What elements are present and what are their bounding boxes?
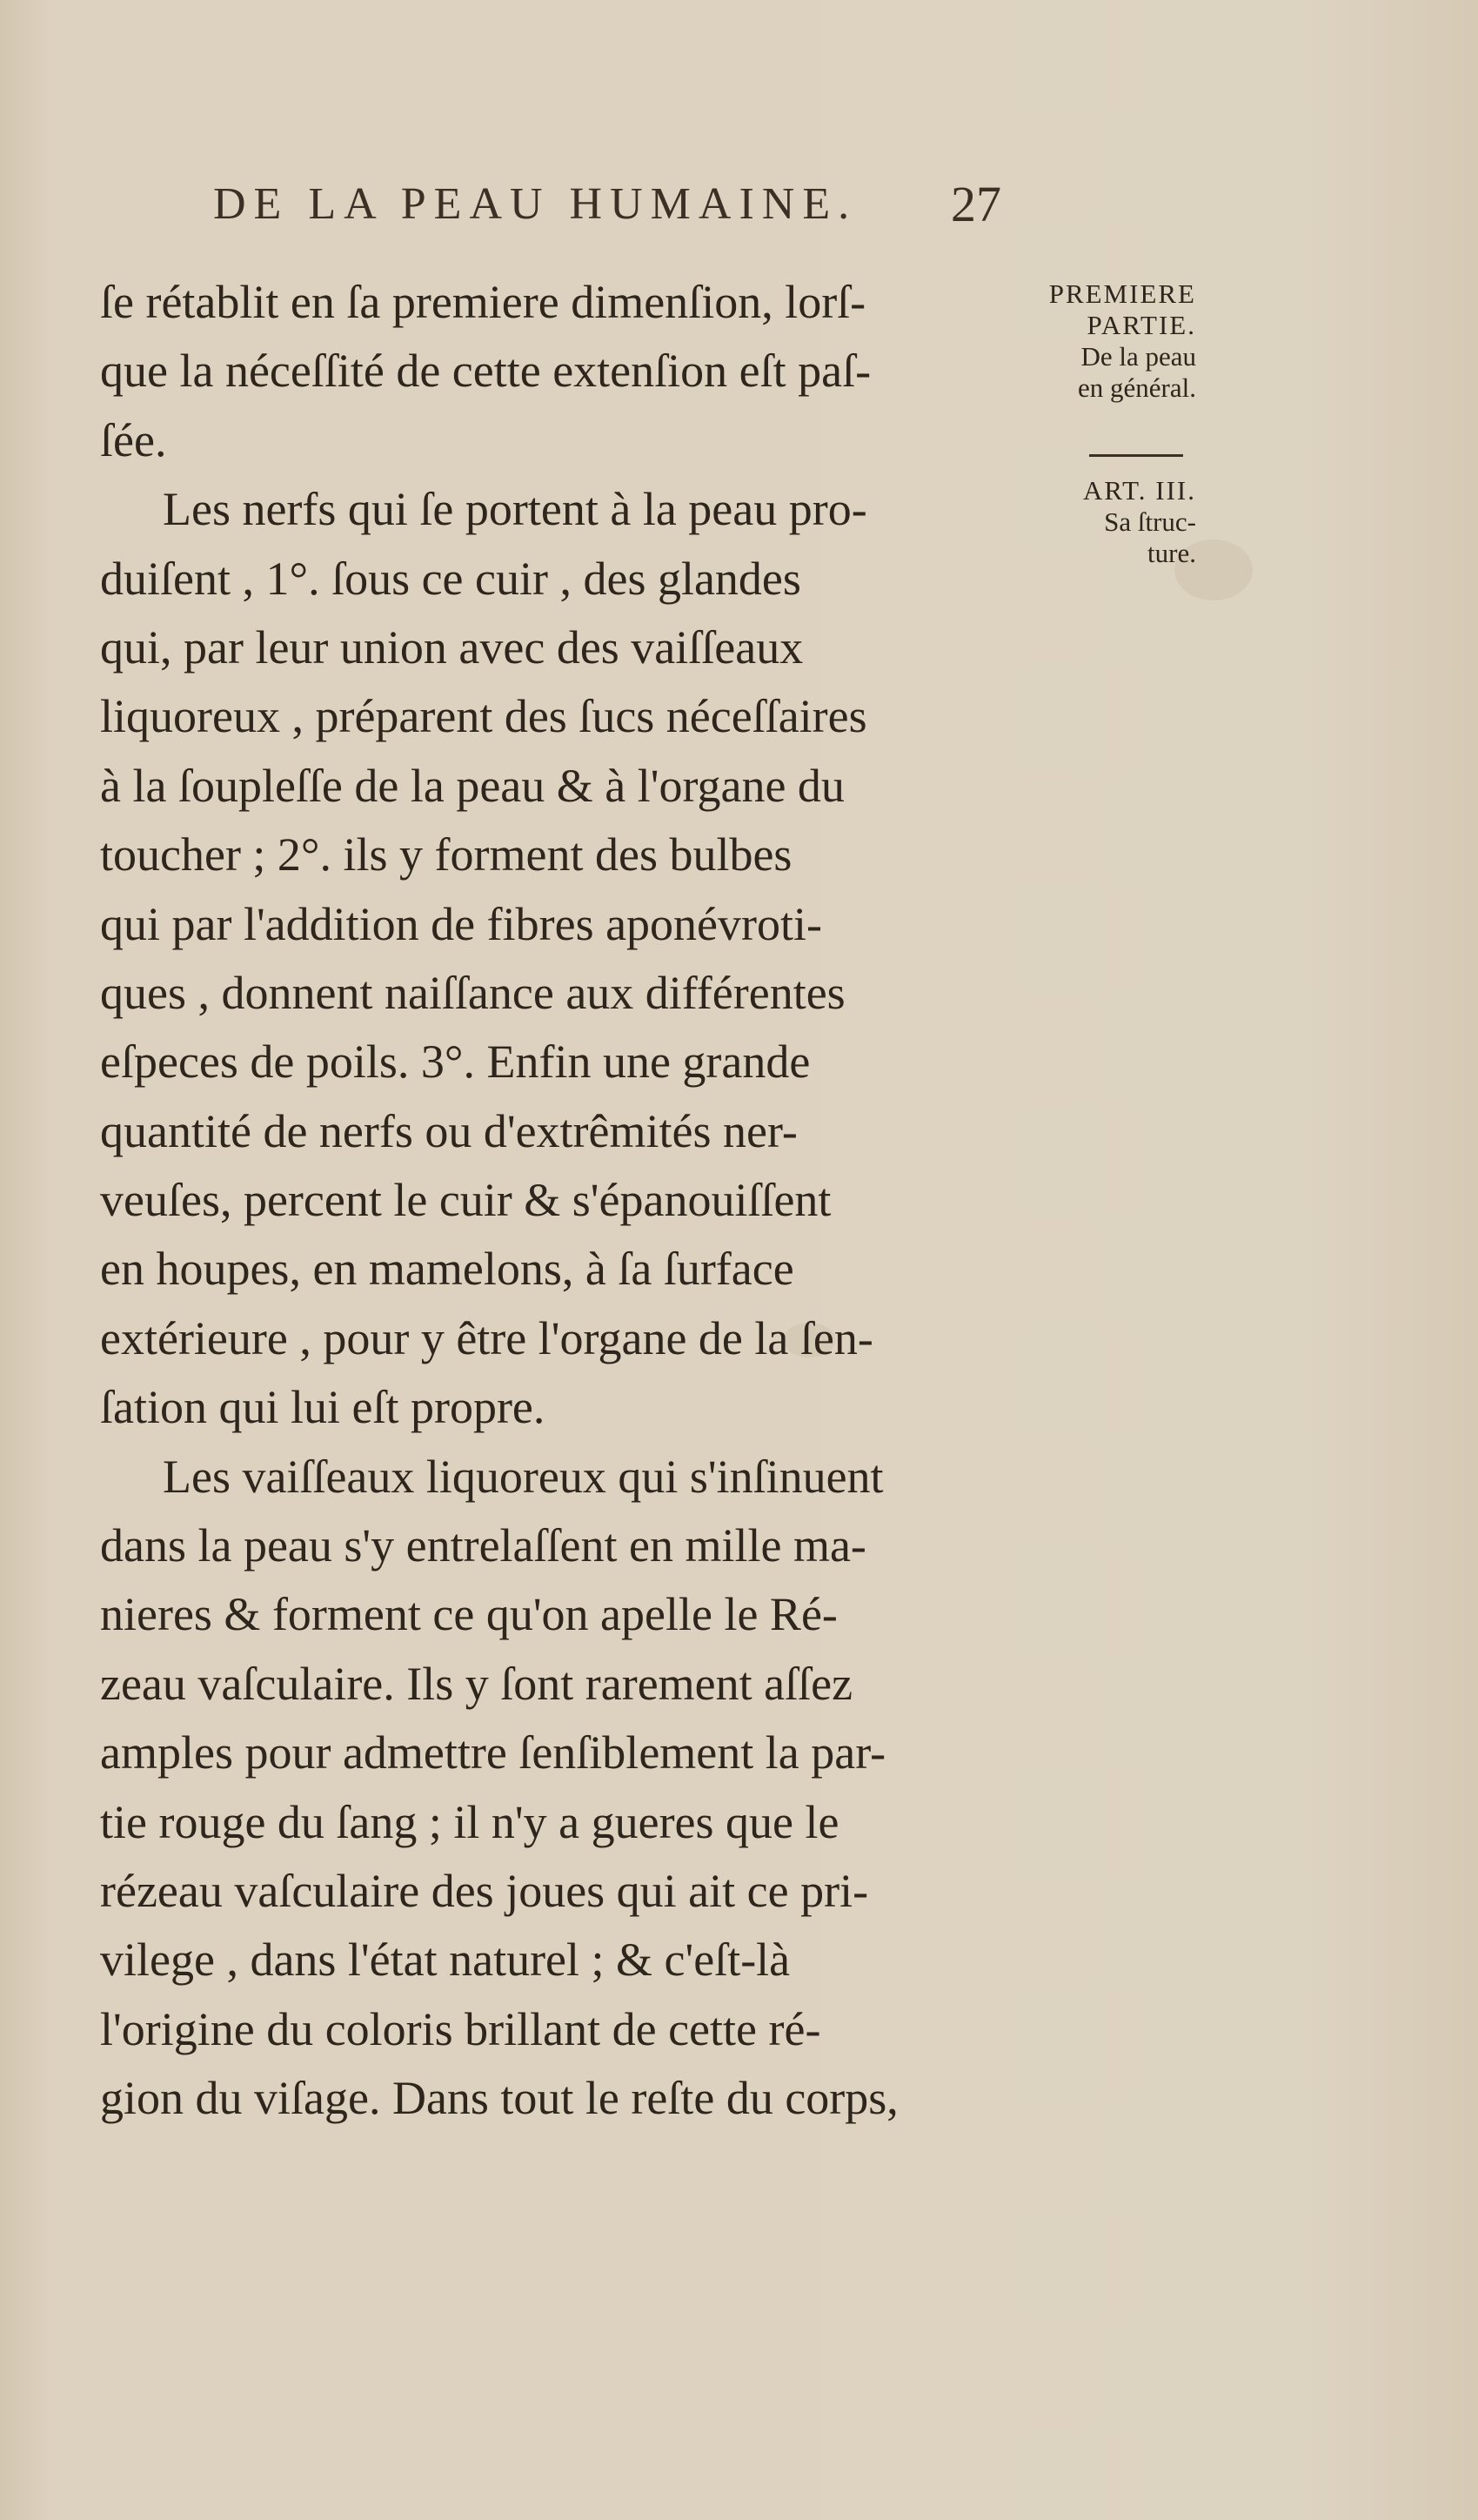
text-line: extérieure , pour y être l'organe de la ſen- [100,1311,873,1364]
text-line: à la ſoupleſſe de la peau & à l'organe du [100,759,845,812]
margin-note-line: ture. [1147,538,1196,568]
text-line: eſpeces de poils. 3°. Enfin une grande [100,1035,811,1089]
text-line: l'origine du coloris brillant de cette ré- [100,2002,821,2055]
text-line: toucher ; 2°. ils y forment des bulbes [100,828,793,881]
margin-note-line: De la peau [1080,341,1196,372]
text-line: tie rouge du ſang ; il n'y a gueres que le [100,1795,839,1848]
text-line: nieres & forment ce qu'on apelle le Ré- [100,1588,838,1641]
margin-note-line: Sa ſtruc- [1104,506,1196,537]
text-line: Les vaiſſeaux liquoreux qui s'inſinuent [163,1450,884,1503]
text-line: qui, par leur union avec des vaiſſeaux [100,620,804,674]
page-number: 27 [951,176,1001,232]
text-line: veuſes, percent le cuir & s'épanouiſſent [100,1174,832,1227]
margin-note-line: PREMIERE [1048,278,1196,309]
text-line: ſe rétablit en ſa premiere dimenſion, lorſ- [100,276,866,328]
text-line: qui par l'addition de fibres aponévroti- [100,897,822,950]
body-text [100,268,1022,2134]
margin-note-line: ART. III. [1082,475,1196,506]
text-line: ques , donnent naiſſance aux différentes [100,966,846,1019]
text-line: ſée. [100,413,167,466]
running-title: DE LA PEAU HUMAINE. [213,179,858,229]
margin-note-article [1009,475,1196,569]
text-line: amples pour admettre ſenſiblement la par- [100,1726,886,1779]
page-header [0,178,1478,248]
text-line: dans la peau s'y entrelaſſent en mille ma- [100,1519,866,1572]
text-line: vilege , dans l'état naturel ; & c'eſt-là [100,1934,791,1987]
text-line: quantité de nerfs ou d'extrêmités ner- [100,1104,798,1157]
text-line: que la néceſſité de cette extenſion eſt paſ- [100,345,872,398]
margin-note-part [1009,278,1196,404]
text-line: liquoreux , préparent des ſucs néceſſaires [100,690,867,743]
text-line: gion du viſage. Dans tout le reſte du corps, [100,2072,899,2125]
text-line: zeau vaſculaire. Ils y ſont rarement aſſez [100,1657,853,1710]
margin-note-line: en général. [1078,372,1196,403]
margin-rule [1089,454,1183,457]
text-line: duiſent , 1°. ſous ce cuir , des glandes [100,552,801,605]
margin-note-line: PARTIE. [1087,310,1196,340]
text-line: rézeau vaſculaire des joues qui ait ce pri- [100,1864,869,1917]
text-line: ſation qui lui eſt propre. [100,1381,545,1434]
text-line: en houpes, en mamelons, à ſa ſurface [100,1243,794,1296]
text-line: Les nerfs qui ſe portent à la peau pro- [163,483,867,536]
